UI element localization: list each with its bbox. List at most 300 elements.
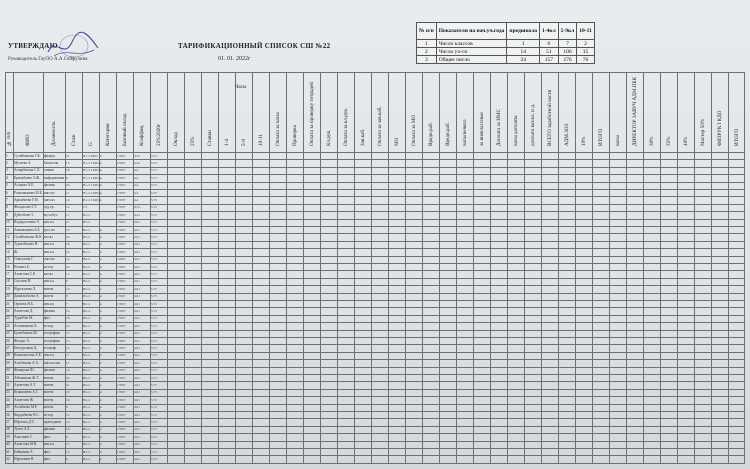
table-cell: В2-4 [83,286,90,291]
grid-vline [473,72,474,463]
table-cell: 11 [66,190,70,195]
table-cell: 5,75 [151,168,157,173]
column-header: Оплата за проверку тетрадей [308,82,315,146]
grid-vline [422,72,423,463]
table-cell: 4,4 [134,168,139,173]
summary-row [417,40,595,48]
column-header: 25%2020г [155,123,162,146]
table-cell: 8 [66,434,68,439]
table-cell: 12 [6,234,10,239]
table-cell: В2-4 [83,323,90,328]
table-cell: 5,75 [151,449,157,454]
table-cell: 34 [6,397,10,402]
table-cell: В2-4 [83,442,90,447]
table-cell: Нургазиев Н. [14,456,35,461]
table-cell: 4,4 [134,190,139,195]
table-cell: 5,75 [151,264,157,269]
table-cell: Дуйсебаев Т. [14,212,34,217]
table-cell: физрук [44,153,55,158]
column-header: Оклад [172,132,179,146]
table-cell: 9 [66,279,68,284]
grid-vline [575,72,576,463]
grid-vline [371,72,372,463]
table-cell: 5,75 [151,368,157,373]
table-cell: 5,75 [151,212,157,217]
table-cell: в [100,382,102,387]
table-cell: 17697 [117,405,126,410]
table-cell: Аскарбекова С.Е. [14,168,41,173]
table-cell: 4,61 [134,331,140,336]
table-cell: 4,61 [134,405,140,410]
table-cell: В2-4 [83,405,90,410]
table-cell: Сулейменова Ж.К. [14,234,43,239]
table-cell: в [100,338,102,343]
table-cell: 4,4 [134,197,139,202]
column-header: ДИРЕКТОР ЗАВУЧ АДМ.ПБК [631,77,638,146]
table-cell: в [100,190,102,195]
column-header: Оплата за кл.рук. [342,107,349,146]
table-cell: 4,61 [134,316,140,321]
table-cell: 17697 [117,249,126,254]
table-cell: 17697 [117,449,126,454]
table-cell: география [44,338,60,343]
table-cell: В2-4 [83,316,90,321]
table-cell: 17 [6,271,10,276]
table-cell: 27 [6,345,10,350]
summary-header-cell: 5-9кл [558,23,577,40]
table-cell: Ахметова А.Т. [14,382,36,387]
table-cell: Азатбекова А.А. [14,360,39,365]
table-cell: 4,61 [134,419,140,424]
column-header: МО [393,137,400,146]
table-cell: 4,61 [134,353,140,358]
table-cell: истор. [44,323,54,328]
column-header: 40% [682,136,689,146]
table-cell: 4,61 [134,375,140,380]
table-cell: Сулейменова Г.К. [14,153,41,158]
table-cell: нач.кл. [44,442,55,447]
table-cell: В2-4 [83,353,90,358]
table-cell: в [100,331,102,336]
summary-table [416,22,595,64]
table-cell: матем. [44,294,55,299]
table-cell: Байжанов А. [14,449,34,454]
table-cell: 17 [66,360,70,365]
table-cell: 5,75 [151,301,157,306]
grid-vline [558,72,559,463]
table-cell: В2-4 [83,331,90,336]
table-cell: 21 [66,220,70,225]
table-cell: 4,61 [134,323,140,328]
table-cell: 17697 [117,294,126,299]
table-cell: Ахметова Д. [14,308,34,313]
table-cell: Бектурганов Д. [14,345,38,350]
table-cell: в [100,368,102,373]
table-cell: 4,61 [134,279,140,284]
table-cell: 5,75 [151,175,157,180]
summary-cell: 51 [540,48,559,56]
table-cell: 17697 [117,220,126,225]
table-cell: 17697 [117,368,126,373]
table-cell: В1-4 I КПО [83,190,100,195]
grid-vline [388,72,389,463]
table-cell: 5,75 [151,286,157,291]
table-cell: истор. [44,412,54,417]
table-cell: В2-4 [83,360,90,365]
table-cell: 4,61 [134,234,140,239]
table-cell: 5,75 [151,427,157,432]
table-cell: Асенбаева М.Р. [14,405,38,410]
table-cell: 4,61 [134,360,140,365]
table-cell: в [100,168,102,173]
table-cell: 28 [66,168,70,173]
table-cell: 19 [66,397,70,402]
grid-vline [337,72,338,463]
table-cell: 11 [66,353,70,358]
table-cell: 4,61 [134,434,140,439]
table-cell: англ.яз.мн. [44,360,61,365]
table-cell: физ. [44,434,51,439]
grid-vline [184,72,185,463]
table-cell: Анаспиев С. [14,434,34,439]
table-cell: 17697 [117,264,126,269]
table-cell: матем. [44,405,55,410]
table-cell: 12 [66,412,70,417]
table-cell: в [100,234,102,239]
table-cell: 10 [6,220,10,225]
table-cell: Ермекбаева А.Ж. [14,175,41,180]
table-cell: 16 [66,197,70,202]
table-cell: Жолдасова Г.Т. [14,205,37,210]
summary-cell: 1 [417,40,437,48]
approve-label: УТВЕРЖДАЮ [8,42,58,50]
column-header: 1-4 [223,139,230,146]
table-cell: 36 [6,412,10,417]
table-cell: в [100,286,102,291]
table-cell: Акимжанова Б.Б. [14,227,41,232]
summary-cell: 2 [417,48,437,56]
table-cell: в [100,397,102,402]
column-header: 30% [648,136,655,146]
table-cell: география [44,331,60,336]
table-cell: В2-4 [83,279,90,284]
table-cell: матем. [44,390,55,395]
grid-vline [320,72,321,463]
summary-cell: 157 [540,56,559,64]
table-cell: 4,61 [134,382,140,387]
table-cell: химия [44,168,54,173]
table-cell: 5,75 [151,197,157,202]
summary-header-cell: предшкола [507,23,540,40]
table-cell: физика [44,368,55,373]
table-cell: Нургалиева Л. [14,286,37,291]
column-header: Проверка [291,125,298,146]
table-cell: 4,61 [134,345,140,350]
grid-vline [609,72,610,463]
table-cell: 9 [66,405,68,410]
table-cell: В2-4 [83,249,90,254]
grid-vline [354,72,355,463]
column-header: ФИО [25,134,31,146]
table-cell: 21 [66,382,70,387]
table-cell: 30 [6,368,10,373]
table-cell: 17 [66,442,70,447]
table-cell: 5,75 [151,249,157,254]
table-cell: 15 [66,160,70,165]
table-cell: В2-4 [83,412,90,417]
table-cell: Джайлыбаева А. [14,294,40,299]
table-cell: 17697 [117,205,126,210]
table-cell: В1-3 I КПО [83,160,100,165]
column-header: ИТОГО [597,128,604,146]
grid-vline [677,72,678,463]
table-cell: физика [44,183,55,188]
table-cell: 17697 [117,442,126,447]
table-cell: Кирдибаева Н.С. [14,412,40,417]
summary-cell: 14 [507,48,540,56]
table-cell: В2-4 [83,382,90,387]
table-cell: в [100,449,102,454]
table-cell: 5,75 [151,316,157,321]
table-cell: 5,75 [151,331,157,336]
table-cell: 5,75 [151,153,157,158]
table-cell: 4,61 [134,271,140,276]
table-cell: 5,75 [151,405,157,410]
table-cell: В2-4 [83,220,90,225]
table-cell: 17697 [117,419,126,424]
table-cell: 22 [66,249,70,254]
table-cell: Ахметова М.В. [14,442,38,447]
table-cell: 17697 [117,279,126,284]
table-cell: 17697 [117,168,126,173]
column-header: ФИЗРУК I КДО [716,110,723,146]
table-cell: В2-4 [83,397,90,402]
table-cell: 4,61 [134,308,140,313]
table-cell: Ж. [14,249,19,254]
table-cell: 40 [6,442,10,447]
table-cell: 5,75 [151,390,157,395]
table-cell: Мусаева А. [14,160,32,165]
table-cell: 5,75 [151,279,157,284]
table-cell: в [100,197,102,202]
table-cell: 9 [66,175,68,180]
column-header: Категория [104,123,111,146]
table-cell: 4,61 [134,397,140,402]
table-cell: в [100,405,102,410]
table-cell: физ. [44,449,51,454]
table-cell: русс.яз [44,227,55,232]
column-header: Оплата за зав.каб. [376,106,383,146]
table-cell: в [100,257,102,262]
table-cell: 14 [66,323,70,328]
column-header: 35% [665,136,672,146]
table-cell: Асанова А.Е. [14,183,35,188]
table-cell: Ахметова С.Е. [14,271,37,276]
table-cell: 15 [66,338,70,343]
column-header: ВСЕГО заработной части [546,89,553,146]
table-cell: 17697 [117,397,126,402]
grid-vline [592,72,593,463]
table-cell: Оразова Н.Б. [14,301,34,306]
table-cell: 32 [6,382,10,387]
table-cell: В1-3 I КПО [83,175,100,180]
table-cell: В1-3 I КПО [83,168,100,173]
grid-vline [660,72,661,463]
column-header: Стаж [70,134,77,146]
table-cell: 4,61 [134,412,140,417]
table-cell: 7 [6,197,8,202]
summary-cell: 15 [577,48,595,56]
column-header: ИТОГО [733,128,740,146]
summary-cell: 1 [507,40,540,48]
table-cell: 13 [66,271,70,276]
table-cell: 37 [6,419,10,424]
table-cell: 18 [66,242,70,247]
table-cell: В2-4 [83,242,90,247]
table-cell: 17697 [117,271,126,276]
table-cell: 21 [6,301,10,306]
grid-vline [711,72,712,463]
table-cell: 8 [66,294,68,299]
table-cell: Асемжанова Л. [14,323,38,328]
document-title: ТАРИФИКАЦИОННЫЙ СПИСОК СШ №22 [178,42,331,50]
grid-vline [694,72,695,463]
table-cell: 17697 [117,323,126,328]
summary-row [417,48,595,56]
table-cell: 5,75 [151,353,157,358]
table-cell: 5,75 [151,160,157,165]
table-cell: 17697 [117,197,126,202]
table-cell: Айтжанова Ж.Т. [14,375,39,380]
table-cell: 29 [6,360,10,365]
table-cell: 4,4 [134,175,139,180]
table-cell: В2-4 [83,308,90,313]
table-cell: 4,41 [134,212,140,217]
column-header: № п/п [6,131,12,146]
table-cell: 4,61 [134,220,140,225]
grid-vline [218,72,219,463]
table-cell: 4,61 [134,286,140,291]
table-cell: Жанарова Ш. [14,368,35,373]
table-cell: 17697 [117,456,126,461]
grid-vline [728,72,729,463]
table-cell: Булатбекова М. [14,331,38,336]
table-cell: 18 [6,279,10,284]
table-cell: в [100,412,102,417]
table-cell: В2-3 [83,227,90,232]
table-cell: истор. [44,264,54,269]
table-cell: 17697 [117,412,126,417]
table-cell: 4,61 [134,368,140,373]
table-cell: В1-3 I КПО [83,183,100,188]
summary-cell: 100 [558,48,577,56]
table-cell: физика [44,427,55,432]
grid-vline [286,72,287,463]
table-cell: 5,75 [151,271,157,276]
column-header: 25% [189,136,196,146]
table-cell: биология [44,160,59,165]
table-cell: 5,75 [151,375,157,380]
table-cell: В2-4 [83,368,90,373]
grid-vline [303,72,304,463]
table-cell: в [100,160,102,165]
table-cell: В1-3 КПО [83,153,98,158]
table-cell: 17697 [117,301,126,306]
grid-hline [5,152,745,153]
table-cell: 17697 [117,183,126,188]
table-cell: 17697 [117,242,126,247]
table-cell: 17697 [117,190,126,195]
table-cell: 4,61 [134,338,140,343]
table-cell: в [100,456,102,461]
table-cell: нач.кл. [44,249,55,254]
column-header: 5-9 [240,139,247,146]
table-cell: 15 [66,449,70,454]
table-cell: 17697 [117,331,126,336]
table-cell: В2-4 [83,257,90,262]
table-cell: 13 [66,331,70,336]
column-header: Коэффиц. [138,124,145,146]
table-cell: 3 [6,168,8,173]
table-cell: 21 [66,153,70,158]
grid-vline [269,72,270,463]
table-cell: В2-3 [83,212,90,217]
table-cell: 6 [6,190,8,195]
table-cell: 4,72 [134,205,140,210]
table-cell: физ. [44,456,51,461]
table-cell: в [100,390,102,395]
table-cell: Жолдас А. [14,338,30,343]
table-cell: в [100,279,102,284]
grid-vline [252,72,253,463]
table-cell: 17697 [117,338,126,343]
table-cell: Ибрагим Д.С. [14,419,36,424]
summary-cell: 6 [540,40,559,48]
table-cell: В2-4 [83,449,90,454]
table-cell: Исмаил Б. [14,264,30,269]
summary-row [417,56,595,64]
column-header: 10-11 [257,134,264,146]
table-cell: 20 [6,294,10,299]
column-header: Ставки [206,130,213,146]
column-header: 10% [580,136,587,146]
table-cell: 2 [6,160,8,165]
table-cell: 4,61 [134,449,140,454]
table-cell: Смагулова Г. [14,257,34,262]
table-cell: 24 [6,323,10,328]
table-cell: нач.кл. [44,279,55,284]
table-cell: 17697 [117,234,126,239]
table-cell: В2-4 [83,338,90,343]
table-cell: Кадыргалиева А. [14,220,41,225]
table-cell: нач.кл. [44,242,55,247]
table-cell: 5 [6,183,8,188]
column-header: G [87,142,94,146]
table-cell: матем. [44,397,55,402]
table-cell: 17697 [117,227,126,232]
table-cell: 5,75 [151,338,157,343]
table-cell: 5,75 [151,412,157,417]
table-cell: в [100,294,102,299]
table-cell: информатика [44,175,65,180]
summary-header-cell: 1-4кл [540,23,559,40]
grid-vline [405,72,406,463]
table-cell: худ.тр. [44,205,55,210]
table-cell: 19 [66,227,70,232]
table-cell: 35 [6,405,10,410]
table-cell: 17697 [117,160,126,165]
table-cell: 4,61 [134,242,140,247]
